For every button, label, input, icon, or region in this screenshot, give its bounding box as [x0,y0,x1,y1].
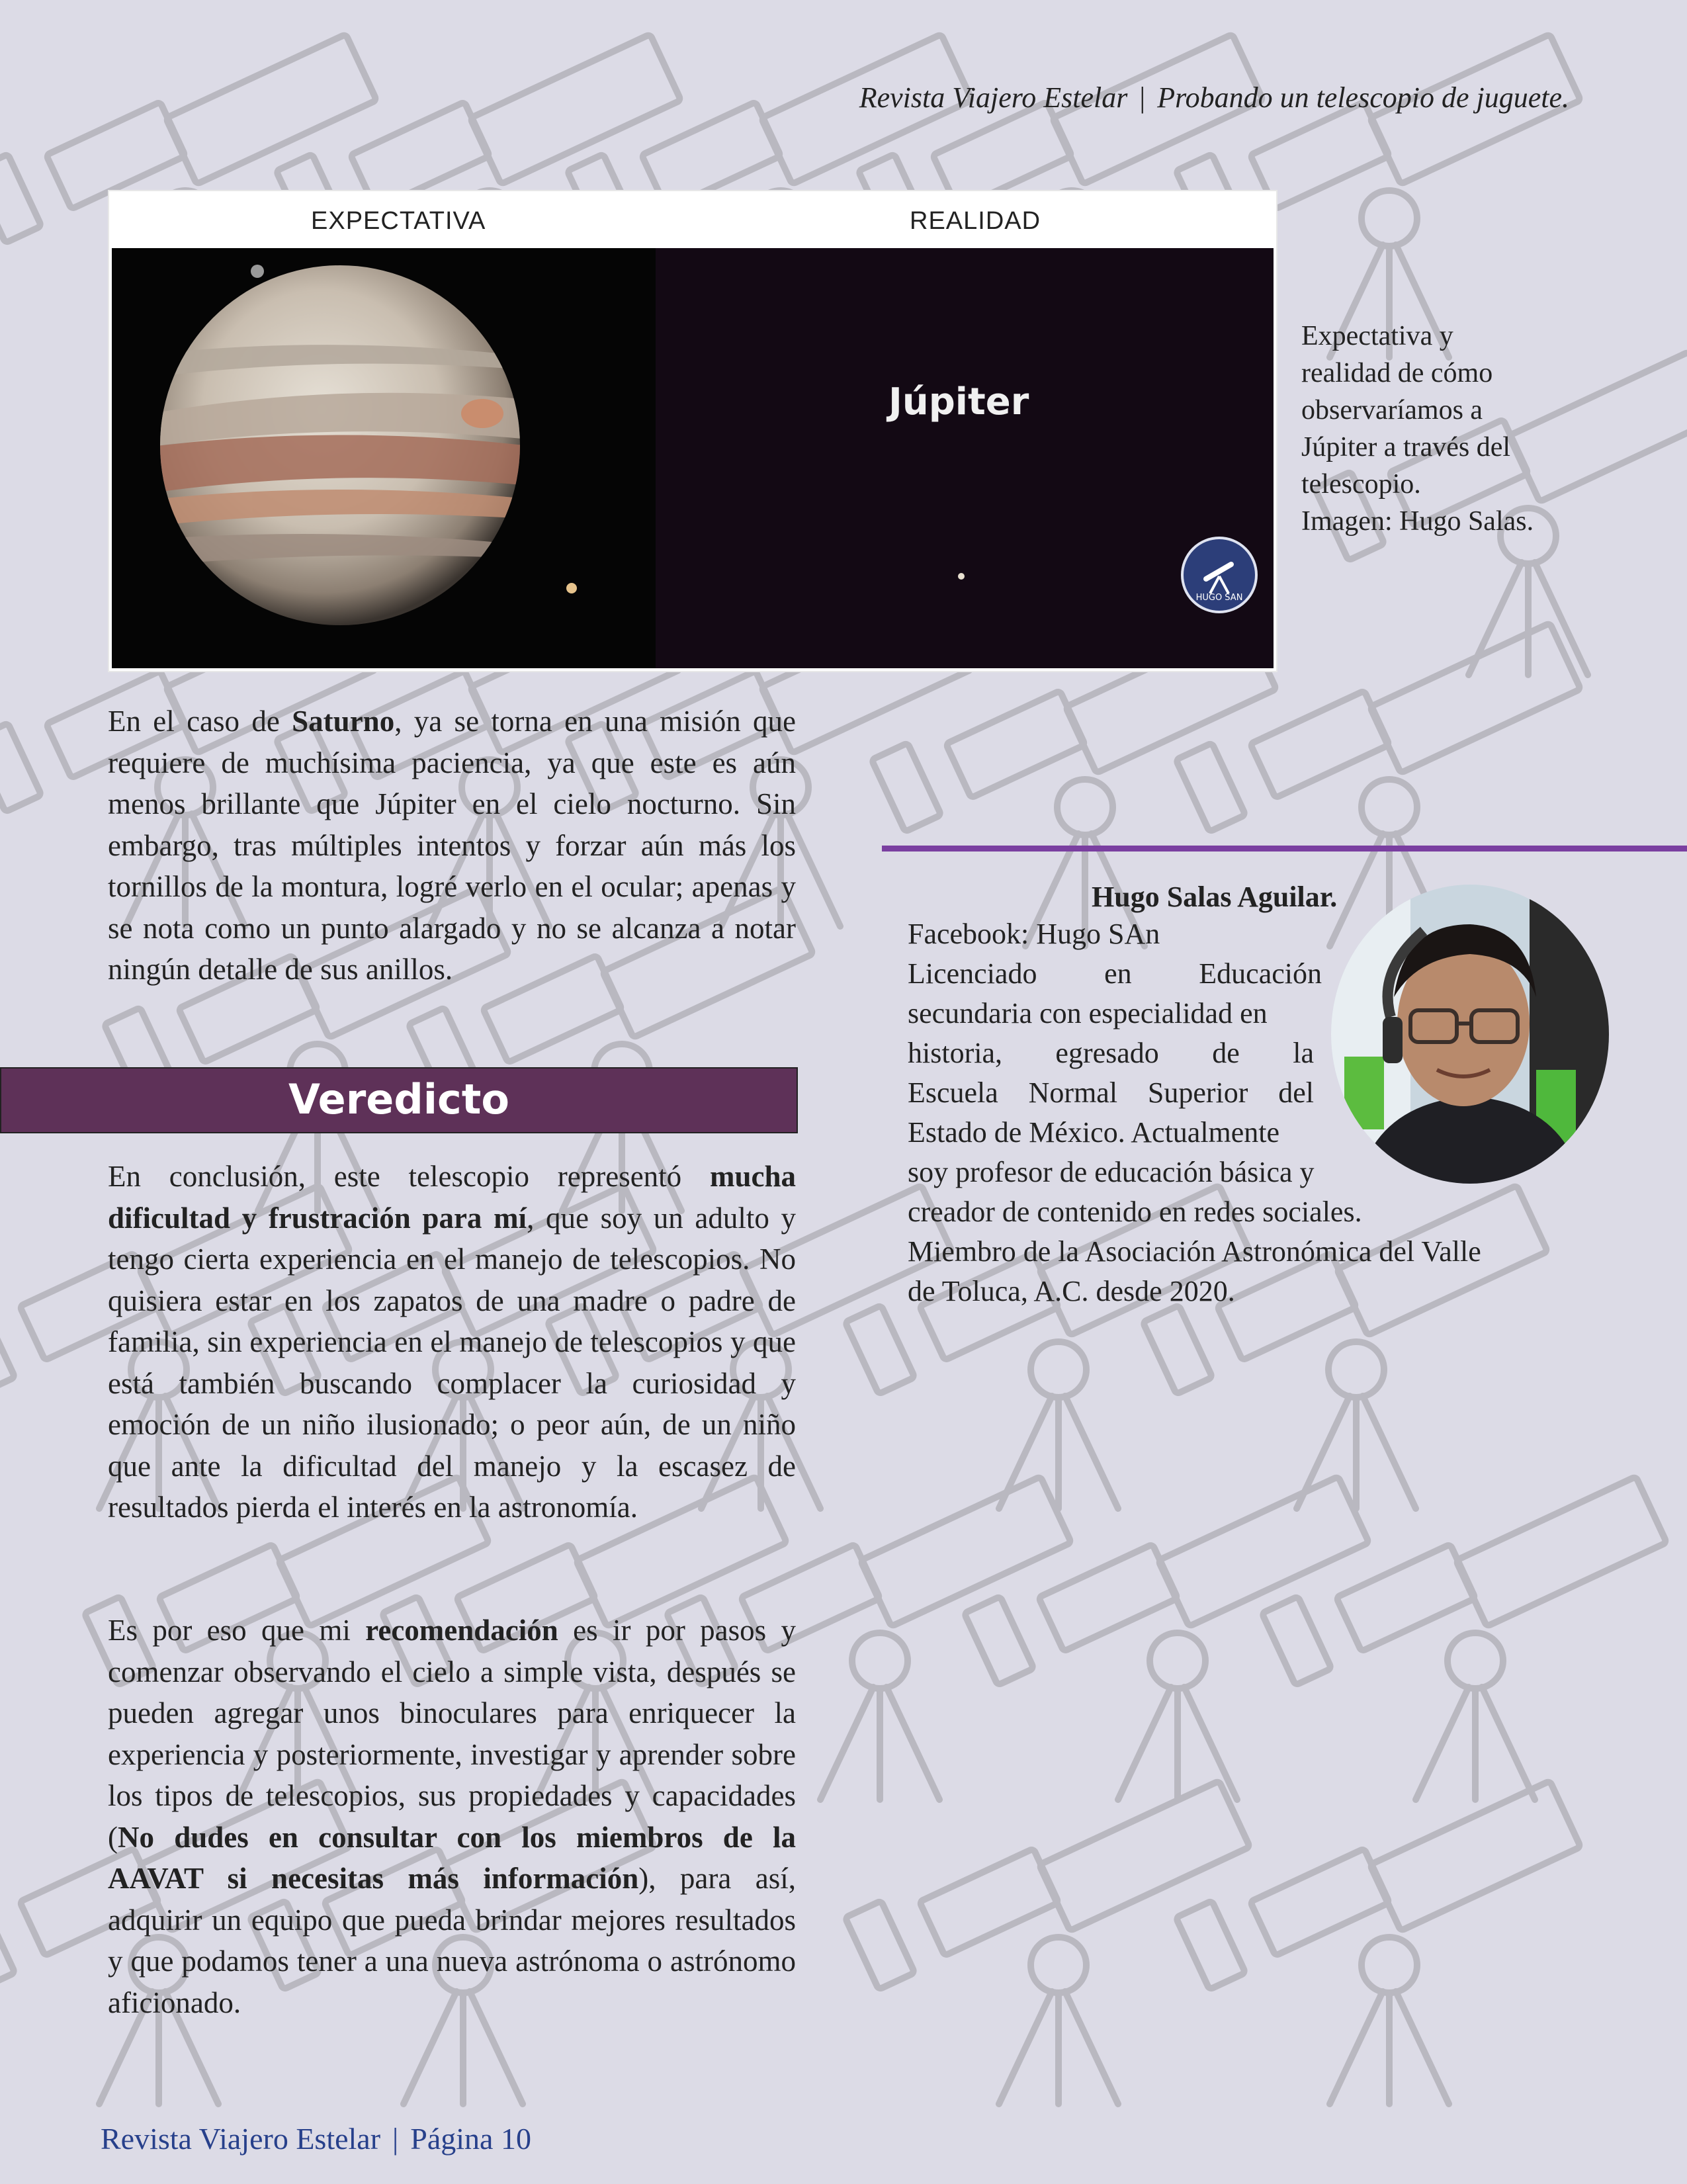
author-avatar [1331,885,1609,1184]
caption-line: realidad de cómo [1301,358,1493,388]
header-article-title: Probando un telescopio de juguete. [1157,81,1569,114]
author-bio-line: secundaria con especialidad en [908,997,1268,1029]
caption-line: Expectativa y [1301,321,1453,351]
author-bio-line: de Toluca, A.C. desde 2020. [908,1275,1235,1307]
text-run: ), para así, adquirir un equipo que pueda brindar mejores resultados y que podamos tener a una nueva astrónoma o astrónomo aficionado. [108,1862,796,2019]
author-bio-line: historia, egresado de la [908,1037,1314,1069]
author-facebook: Facebook: Hugo SAn [908,918,1160,950]
figure-header [109,191,1276,248]
footer-magazine-name: Revista Viajero Estelar [101,2122,381,2156]
author-bio-line: creador de contenido en redes sociales. [908,1196,1362,1228]
text-run: , ya se torna en una misión que requiere de muchísima paciencia, ya que este es aún menos brillante que Júpiter en el cielo nocturno. Sin embargo, tras múltiples intentos y forzar aún más los tornillos de la montura, logré verlo en el ocular; apenas y se nota como un punto alargado y no se alcanza a notar ningún detalle de sus anillos. [108,705,796,986]
jupiter-comparison-figure [108,190,1277,672]
recommendation-paragraph [108,1610,796,2023]
expectation-label: EXPECTATIVA [311,207,486,235]
text-run: , que soy un adulto y tengo cierta experiencia en el manejo de telescopios. No quisiera estar en los zapatos de una madre o padre de familia, sin experiencia en el manejo de telescopios y que está también buscando complacer la curiosidad y emoción de un niño ilusionado; o peor aún, de un niño que ante la dificultad del manejo y la escasez de resultados pierda el interés en la astronomía. [108,1201,796,1524]
bold-run: Saturno [292,705,395,738]
author-bio-line: soy profesor de educación básica y [908,1156,1315,1188]
reality-label: REALIDAD [910,207,1041,235]
author-bio-line: Licenciado en Educación [908,957,1322,990]
bold-run: No dudes en consultar con los miembros de la AAVAT si necesitas más información [108,1820,796,1895]
caption-line: Júpiter a través del [1301,432,1511,462]
caption-line: Imagen: Hugo Salas. [1301,506,1534,537]
text-run: En el caso de [108,705,292,738]
saturn-paragraph [108,701,796,990]
verdict-section-banner [0,1067,798,1133]
author-bio-line: Escuela Normal Superior del [908,1076,1314,1109]
author-divider [882,846,1687,852]
bold-run: mucha dificultad y frustración para mí [108,1160,796,1235]
jupiter-label: Júpiter [888,380,1029,423]
author-bio-line: Miembro de la Asociación Astronómica del Valle [908,1235,1481,1268]
reality-image [656,248,1274,668]
footer-separator: | [392,2122,399,2156]
text-run: es ir por pasos y comenzar observando el cielo a simple vista, después se pueden agregar unos binoculares para enriquecer la experiencia y posteriormente, investigar y aprender sobre los tipos de telescopios, sus propiedades y capacidades ( [108,1614,796,1854]
header-magazine-name: Revista Viajero Estelar [859,81,1128,114]
caption-line: telescopio. [1301,469,1421,500]
header-separator: | [1139,81,1146,114]
page-number: Página 10 [410,2122,531,2156]
expectation-image [112,248,656,668]
caption-line: observaríamos a [1301,395,1483,425]
watermark-text: HUGO SAN [1195,593,1243,603]
running-header [859,81,1569,114]
author-bio-line: Estado de México. Actualmente [908,1116,1280,1149]
verdict-title: Veredicto [288,1075,509,1123]
page-footer [101,2121,531,2156]
author-name: Hugo Salas Aguilar. [1092,881,1338,913]
bold-run: recomendación [365,1614,558,1647]
conclusion-paragraph [108,1156,796,1528]
text-run: En conclusión, este telescopio representó [108,1160,710,1193]
text-run: Es por eso que mi [108,1614,366,1647]
figure-caption [1301,318,1579,540]
jupiter-detailed-image [112,248,656,668]
jupiter-dot-image [656,248,1274,668]
